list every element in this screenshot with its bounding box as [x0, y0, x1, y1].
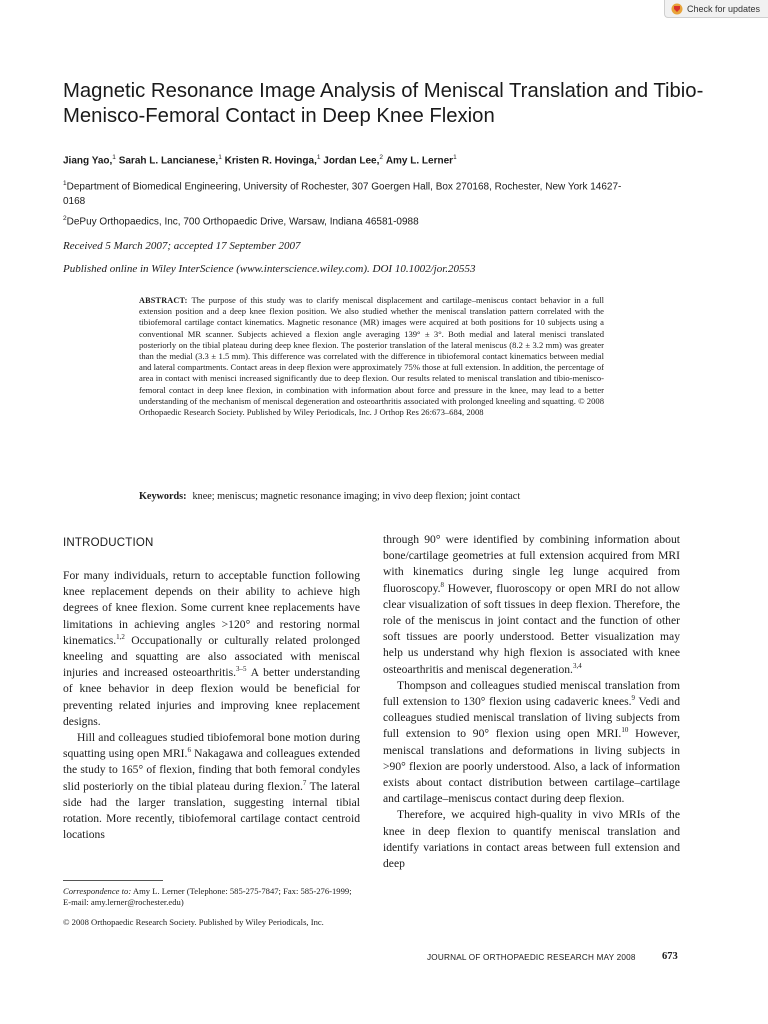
received-date: Received 5 March 2007; accepted 17 September 2007 — [63, 240, 301, 252]
publication-info: Published online in Wiley InterScience (www.interscience.wiley.com). DOI 10.1002/jor.20553 — [63, 263, 476, 275]
crossmark-icon — [671, 3, 683, 15]
author-affiliation-mark: 1 — [453, 154, 457, 161]
keywords — [139, 490, 604, 504]
author-affiliation-mark: 1 — [316, 154, 321, 161]
paragraph-text: Therefore, we acquired high-quality in vivo MRIs of the knee in deep flexion to quantify meniscal translation and identify variations in contact areas between full extension and deep — [383, 808, 680, 871]
citation: 7 — [302, 778, 307, 787]
author-name: Jiang Yao, — [63, 155, 113, 167]
paragraph-text: Nakagawa and colleagues extended the study to 165° of flexion, finding that both femoral condyles slid posteriorly on the tibial plateau during flexion. — [63, 747, 360, 793]
paragraph — [63, 568, 360, 730]
paragraph-text: However, meniscal translations and deformations in living subjects in >90° flexion are poorly understood. Also, a lack of information exists about contact distribution between cartilage–cartilage and cartilage–meniscus contact during deep flexion. — [383, 727, 681, 806]
correspondence-note — [63, 886, 360, 908]
abstract — [139, 295, 604, 418]
paragraph-text: Occupationally or culturally related prolonged kneeling and squatting are also associated with meniscal injuries and increased osteoarthritis. — [63, 633, 360, 680]
paragraph-text: For many individuals, return to acceptable function following knee replacement depends on their ability to achieve high degrees of knee flexion. Some current knee replacements have limitations in achieving angles >120° and restoring normal kinematics. — [63, 569, 360, 647]
correspondence-text: Amy L. Lerner (Telephone: 585-275-7847; Fax: 585-276-1999; E-mail: amy.lerner@rochester.edu) — [63, 886, 352, 907]
keywords-label: Keywords: — [139, 491, 187, 502]
affiliation-mark: 2 — [63, 215, 67, 222]
citation: 1,2 — [116, 632, 125, 641]
article-title: Magnetic Resonance Image Analysis of Meniscal Translation and Tibio-Menisco-Femoral Contact in Deep Knee Flexion — [63, 80, 704, 127]
author-name: Kristen R. Hovinga, — [224, 155, 317, 167]
abstract-label: ABSTRACT: — [139, 296, 188, 305]
citation: 10 — [621, 726, 629, 735]
check-for-updates-button[interactable] — [664, 0, 768, 18]
correspondence-label: Correspondence to: — [63, 886, 132, 896]
citation: 3–5 — [236, 665, 247, 674]
body-column-right — [383, 532, 680, 872]
footnote-divider — [63, 880, 163, 881]
author-affiliation-mark: 2 — [379, 154, 384, 161]
paragraph-text: The lateral side had the larger translation, suggesting internal tibial rotation. More recently, tibiofemoral cartilage contact centroid locations — [63, 779, 360, 842]
affiliation — [63, 177, 633, 209]
keywords-text: knee; meniscus; magnetic resonance imaging; in vivo deep flexion; joint contact — [192, 491, 521, 502]
affiliation — [63, 212, 633, 230]
author-affiliation-mark: 1 — [218, 154, 222, 161]
citation: 6 — [187, 746, 191, 755]
author-name: Amy L. Lerner — [385, 155, 454, 167]
paragraph-text: A better understanding of knee behavior in deep flexion would be beneficial for preventing related injuries and improving knee replacement designs. — [63, 666, 360, 728]
citation: 8 — [440, 580, 445, 589]
paragraph — [63, 730, 360, 843]
paragraph — [383, 532, 680, 678]
paragraph-text: Hill and colleagues studied tibiofemoral bone motion during squatting using open MRI. — [63, 731, 360, 761]
page-number: 673 — [662, 951, 678, 962]
citation: 3,4 — [572, 661, 582, 670]
affiliation-mark: 1 — [63, 180, 67, 187]
section-heading: INTRODUCTION — [63, 537, 154, 549]
body-column-left — [63, 568, 360, 843]
author-name: Jordan Lee, — [323, 155, 380, 167]
citation: 9 — [631, 694, 636, 703]
affiliation-text: Department of Biomedical Engineering, University of Rochester, 307 Goergen Hall, Box 270168, Rochester, New York 14627-0168 — [63, 181, 622, 207]
author-name: Sarah L. Lancianese, — [118, 155, 219, 167]
copyright-note: © 2008 Orthopaedic Research Society. Published by Wiley Periodicals, Inc. — [63, 917, 324, 927]
abstract-text: The purpose of this study was to clarify meniscal displacement and cartilage–meniscus contact behavior in a full extension position and a deep knee flexion position. We also studied whether the meniscal translation pattern correlated with the tibiofemoral cartilage contact kinematics. Magnetic resonance (MR) images were acquired at both positions for 10 subjects using a conventional MR scanner. Subjects achieved a flexion angle averaging 139° ± 3°. Both medial and lateral menisci translated posteriorly on the tibial plateau during deep knee flexion. The posterior translation of the lateral meniscus (8.2 ± 3.2 mm) was greater than the medial (3.3 ± 1.5 mm). This difference was correlated with the difference in tibiofemoral contact kinematics between medial and lateral compartments. Contact areas in deep flexion were approximately 75% those at full extension. In addition, the percentage of area in contact with menisci increased significantly due to deep flexion. Our results related to meniscal translation and tibio-menisco-femoral contact in deep knee flexion, in combination with information about force and pressure in the knee, may lead to a better understanding of the mechanism of meniscal degeneration and osteoarthritis associated with prolonged kneeling and squatting. © 2008 Orthopaedic Research Society. Published by Wiley Periodicals, Inc. J Orthop Res 26:673–684, 2008 — [139, 295, 604, 418]
paragraph-text: through 90° were identified by combining information about bone/cartilage geometries at full extension acquired from MRI with kinematics during single leg lunge acquired from fluoroscopy. — [383, 533, 680, 595]
paragraph-text: Thompson and colleagues studied meniscal translation from full extension to 130° flexion using cadaveric knees. — [383, 678, 680, 709]
author-list — [63, 151, 713, 168]
author-affiliation-mark: 1 — [112, 154, 116, 161]
paragraph — [383, 807, 680, 872]
paragraph-text: Vedi and colleagues studied meniscal translation of living subjects from full extension to 90° flexion using open MRI. — [383, 695, 681, 741]
paragraph-text: However, fluoroscopy or open MRI do not allow clear visualization of soft tissues in deep flexion. Therefore, the role of the meniscus in joint contact and the function of other soft tissues are poorly understood. Better visualization may help us understand why high flexion is associated with knee osteoarthritis and meniscal degeneration. — [383, 581, 680, 676]
journal-footer: JOURNAL OF ORTHOPAEDIC RESEARCH MAY 2008 — [427, 953, 636, 962]
affiliation-text: DePuy Orthopaedics, Inc, 700 Orthopaedic Drive, Warsaw, Indiana 46581-0988 — [66, 216, 419, 228]
check-for-updates-label: Check for updates — [687, 3, 761, 14]
paragraph — [383, 678, 680, 808]
